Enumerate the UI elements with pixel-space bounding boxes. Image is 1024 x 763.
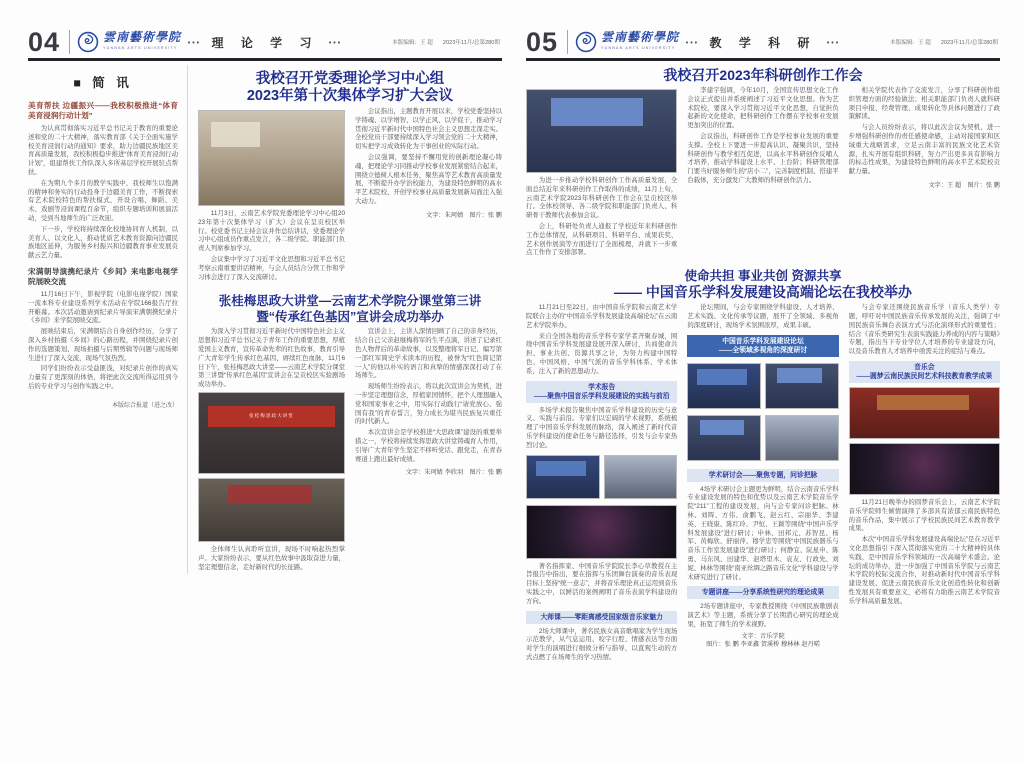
article1-col2-text: [355, 108, 502, 207]
banner-seminar: [687, 469, 838, 482]
banner-lecture: [687, 586, 838, 599]
box-line1: 中国音乐学科发展建设论坛: [722, 337, 804, 345]
page04-header: [28, 26, 502, 61]
banner-line1: 学术报告: [588, 383, 616, 391]
banner-master-class: [526, 611, 677, 624]
b-article1-byline: 文字：王 超 图片：张 鹏: [928, 181, 1000, 189]
issue-label: 2023年11月/总第280期: [940, 40, 998, 46]
b-article2-headline: [526, 269, 1000, 301]
paragraph: 论坛期间，与会专家围绕学科建设、人才培养、艺术实践、文化传承等议题，展开了全领域、多视角的深度研讨，现场学术氛围浓厚，成果丰硕。: [687, 304, 839, 329]
banner-line1: 学术研讨会——聚焦专题，问诊把脉: [708, 471, 818, 479]
page-04: [28, 26, 502, 741]
paragraph: 本次“中国音乐学科发展建设高端论坛”是在习近平文化思想指引下深入贯彻落实党的二十大精神的具体实践，是中国音乐学科领域的一次高端学术盛会。论坛的成功举办，进一步加强了中国音乐学院与云南艺术学院的校际交流合作，对推动新时代中国音乐学科建设发展、促进云南民族音乐文化创造性转化和创新性发展具有重要意义，必将有力助推云南艺术学院音乐学科高质量发展。: [848, 536, 1000, 605]
photo-stage-dark: [526, 505, 677, 559]
paragraph: 会议集中学习了习近平文化思想和习近平总书记考察云南重要讲话精神，与会人员结合分管工作和学习体会进行了深入交流研讨。: [198, 255, 345, 281]
photo-forum-1: [687, 363, 761, 409]
paragraph: 多场学术报告聚焦中国音乐学科建设的历史与意义、实践与前沿。专家们以宏阔的学术视野，系统梳理了中国音乐学科发展的脉络，深入阐述了新时代音乐学科建设的使命任务与路径选择，引发与会专家热烈讨论。: [526, 406, 678, 449]
forum-col2-text-c: [687, 603, 838, 629]
photo-meeting-room: [198, 110, 345, 206]
paragraph: 11月16日下午，影视学院（电影电视学院）国家一流本科专业建设系列学术活动在学院166报告厅拉开帷幕。本次活动邀请到纪录片导演宋满朝携纪录片《乡间》来学院展映交流。: [28, 290, 178, 325]
forum-col3-text-b: [849, 499, 1000, 607]
dots-left: •••: [187, 40, 202, 47]
b-article1-col2-text: [687, 87, 838, 186]
university-name-en: YUNNAN ARTS UNIVERSITY: [601, 45, 676, 50]
paragraph: 11月21日晚举办的圆梦音乐会上，云南艺术学院音乐学院师生倾情演绎了多部具有浓郁云南民族特色的音乐作品，集中展示了学校民族民间艺术教育教学成果。: [848, 498, 1000, 533]
paragraph: 11月3日，云南艺术学院党委理论学习中心组2023年第十次集体学习（扩大）会议在呈贡校区举行。校党委书记主持会议并作总结讲话，党委理论学习中心组成员作重点发言，各二级学院、职能部门负责人列席参加学习。: [198, 210, 345, 253]
byline-text-credit: 文字：音乐学院: [741, 632, 785, 640]
paragraph: 会议指出，科研创作工作是学校事业发展的重要支撑。全校上下要进一步提高认识、凝聚共识，坚持科研创作与教学相互促进，以高水平科研创作反哺人才培养，推动学科建设上水平、上台阶；科研管理部门要当好服务师生的“店小二”，完善制度机制、搭建平台载体，充分激发广大教师的科研创作活力。: [687, 132, 839, 184]
box-concert-title: [849, 361, 1000, 383]
headline-line1: 我校召开党委理论学习中心组: [255, 71, 445, 87]
banner-line1: 大师课——零距离感受国家级音乐家魅力: [540, 613, 663, 621]
editor-label: 本版编辑：王 超: [890, 40, 931, 46]
article-research-conference: [526, 67, 1000, 260]
dots-right: •••: [826, 40, 841, 47]
page-number: 05: [526, 27, 559, 57]
paragraph: 与会专家还围绕民族音乐学（音乐人类学）专题，呼吁对中国民族音乐传承发展的关注，强调了中国民族音乐舞台表演方式与活化演绎形式的重要性；结合《音乐类研究生表演实践能力养成的内容与策略》专题，指出当下专业学位人才培养的专业建设方向，以及音乐教育人才培养中亟需关注的症结与难点。: [848, 304, 1000, 356]
byline-photo-credit: 图片：张 鹏 李亚鑫 贺溪桥 穆林林 赵丹喏: [706, 641, 820, 649]
university-name-cn: 雲南藝術學院: [601, 29, 680, 44]
university-name-en: YUNNAN ARTS UNIVERSITY: [103, 45, 178, 50]
university-name-cn: 雲南藝術學院: [103, 29, 182, 44]
box-line2: ——圆梦云南民族民间艺术科技教育教学成果: [856, 372, 993, 380]
paragraph: 会议强调，要坚持不懈用党的创新理论凝心铸魂，把理论学习同推动学校事业发展紧密结合起来，围绕立德树人根本任务，聚焦高等艺术教育高质量发展，不断提升办学治校能力，为建设特色鲜明的高水平艺术院校、开创学校事业高质量发展新局面注入强大动力。: [355, 153, 502, 205]
paragraph: 全体师生认真聆听宣讲，现场不时响起热烈掌声。大家纷纷表示，要从红色故事中汲取奋进力量，坚定理想信念，走好新时代的长征路。: [198, 545, 345, 571]
photo-lecture-stage: [198, 392, 345, 474]
paragraph: 著名指挥家、中国音乐学院院长李心草教授在主旨报告中指出，要在指挥与乐团舞台演奏的音乐表现目标上坚持“统一意志”，并将音乐理论真正运用到音乐实践之中，以鲜活的案例阐明了音乐表演学科建设的方向。: [526, 562, 678, 605]
editor-label: 本版编辑：王 超: [392, 40, 433, 46]
article1-headline: [526, 67, 1000, 84]
forum-col2-text-b: [687, 486, 838, 583]
photo-concert-2: [849, 443, 1000, 495]
box-forum-title: [687, 335, 838, 357]
article1-col1-text: [198, 210, 345, 282]
paragraph: 来自全国各地的音乐学科专家学者齐聚春城，围绕中国音乐学科发展建设展开深入研讨，共商使命共担、事业共创、资源共享之计，为努力构建中国特色、中国风格、中国气派的音乐学科体系、学术体系，注入了新的思想动力。: [526, 332, 678, 375]
paragraph: 为深入学习贯彻习近平新时代中国特色社会主义思想和习近平总书记关于青年工作的重要思想，厚植爱国主义教育，宣传革命先辈的红色故事，教育引导广大青年学生传承红色基因、赓续红色血脉，11月6日下午，张桂梅思政大讲堂——云南艺术学院分课堂第三讲暨“传承红色基因”宣讲会在呈贡校区实验剧场成功举办。: [198, 328, 345, 389]
article-theory-meeting: [198, 71, 502, 284]
paragraph: 现场师生纷纷表示，将以此次宣讲会为契机，进一步坚定理想信念，厚植家国情怀，把个人理想融入党和国家事业之中，用实际行动践行“请党放心、强国有我”的青春誓言，努力成长为堪当民族复兴重任的时代新人。: [355, 383, 502, 426]
paragraph: 李建宇强调，今年10月，全国宣传思想文化工作会议正式提出并系统阐述了习近平文化思想。作为艺术院校，要深入学习贯彻习近平文化思想，自觉担负起新的文化使命，把科研创作工作摆在学校事业发展更加突出的位置。: [687, 87, 839, 130]
forum-byline: [687, 633, 838, 650]
section-title-text: 理 论 学 习: [211, 36, 319, 50]
photo-forum-3: [687, 415, 761, 461]
dots-left: •••: [685, 40, 700, 47]
banner-academic-report: [526, 381, 677, 403]
paragraph: 11月21日至22日，由中国音乐学院和云南艺术学院联合主办的“中国音乐学科发展建设高端论坛”在云南艺术学院举办。: [526, 304, 678, 329]
forum-col3-text-a: [849, 304, 1000, 357]
paragraph: 本次宣讲会是学校推进“大思政课”建设的重要举措之一，学校将持续发挥思政大讲堂铸魂育人作用，引导广大青年学生坚定不移听党话、跟党走，在青春赛道上跑出最好成绩。: [355, 429, 502, 463]
briefs-footer: 本版综合报道（进之改）: [111, 402, 178, 409]
paragraph: 2场专题讲座中，专家教授围绕《中国民族歌剧表演艺术》等主题，系统分享了长期潜心研究的理论成果，拓宽了师生的学术视野。: [687, 603, 839, 628]
banner-line1: 专题讲座——分享系统性研究的理论成果: [701, 589, 825, 597]
forum-col1-text-d: [526, 628, 677, 663]
article2-col1-text-a: [198, 328, 345, 390]
paragraph: 4场学术研讨会主题更为鲜明，结合云南音乐学科专业建设发展的特色和优势以及云南艺术学院音乐学院“211”工程的建设发展，向与会专家问诊把脉。林林、刘晖、方伟、俞鹏飞、赵云红、宗丽华、李建英、王晓康、陈红玲、尹恒、王颖等围绕“中国声乐学科发展建设”进行研讨；申林、田邦元、苏智昆、杨军、黄梅欣、舒丽萍、穆学忠等围绕“中国民族器乐与音乐工作室发展建设”进行研讨；何静宜、阮星申、陈勇、马东风、田建华、赵塔里木、袁友、行政先、刘妮、林林等围绕“南亚丝绸之路音乐文化”学科建设与学术研究进行了研讨。: [687, 485, 839, 581]
paragraph: 下一步，学校将持续深化校地协同育人机制，以美育人、以文化人，推动优质艺术教育资源向边疆民族地区延伸，为服务乡村振兴和边疆教育事业发展贡献云艺力量。: [28, 225, 178, 260]
forum-col2-text-a: [687, 304, 838, 330]
brief1-title: 美育帮扶 边疆振兴——我校积极推进“体育美育浸润行动计划”: [28, 101, 178, 120]
edition-info: [392, 38, 500, 46]
paragraph: 会议指出，主题教育开展以来，学校党委坚持以学铸魂、以学增智、以学正风、以学促干，推动学习贯彻习近平新时代中国特色社会主义思想走深走实。全校党员干部要持续深入学习领会党的二十大精神，切实把学习成效转化为干事创业的实际行动。: [355, 108, 502, 151]
paragraph: 相关学院代表作了交流发言，分享了科研创作组织管理方面的经验做法；相关职能部门负责人就科研项目申报、经费管理、成果转化等具体问题进行了政策解读。: [848, 87, 1000, 121]
forum-col1-text-a: [526, 304, 677, 376]
page05-header: [526, 26, 1000, 61]
brief2-body: [28, 291, 178, 392]
photo-report-1: [526, 455, 600, 499]
article2-headline: [198, 294, 502, 325]
photo-conference: [526, 89, 677, 173]
paragraph: 2场大师课中，著名民族女高音歌唱家为学生现场示范教学，从气息运用、咬字行腔、情感表达等方面对学生的演唱进行细致分析与指导，以直观生动的方式点燃了在场师生的学习热情。: [526, 627, 678, 661]
paragraph: 为进一步推动学校科研创作工作高质量发展，全面总结近年来科研创作工作取得的成绩，11月上旬，云南艺术学院2023年科研创作工作会在呈贡校区举行。全体校领导、各二级学院和职能部门负责人、科研骨干教师代表参加会议。: [526, 177, 678, 220]
headline-line1: 我校召开2023年科研创作工作会: [663, 67, 863, 83]
b-article1-col1-text: [526, 177, 677, 258]
box-line1: 音乐会: [914, 363, 935, 371]
briefs-header: ■ 简 讯: [73, 76, 133, 90]
page-number: 04: [28, 27, 61, 57]
briefs-column: [28, 65, 188, 574]
paragraph: 为认真贯彻落实习近平总书记关于教育的重要论述和党的二十大精神，落实教育部《关于全面实施学校美育浸润行动的通知》要求，助力边疆民族地区美育高质量发展，我校积极稳步推进“体育美育浸润行动计划”，组建帮扶工作队深入多所基层学校开展驻点帮扶。: [28, 125, 178, 176]
headline-line1: 张桂梅思政大讲堂—云南艺术学院分课堂第三讲: [218, 294, 482, 309]
edition-info: [890, 38, 998, 46]
paragraph: 宣讲会上，主讲人深情回顾了自己的亲身经历，结合自己父亲赵继梅将军的生平点滴，讲述了记录红色人物背后的革命故事，以及整理将军日记、编写第一部红军简史学术读本的历程，被誉为“红色简记第一人”的他以朴实的语言和真挚的情感深深打动了在场师生。: [355, 328, 502, 380]
dots-right: •••: [328, 40, 343, 47]
photo-lecture-audience: [198, 478, 345, 542]
b-article1-col3-text: [849, 87, 1000, 177]
forum-col1-text-c: [526, 563, 677, 607]
brief1-body: [28, 125, 178, 261]
issue-label: 2023年11月/总第280期: [442, 40, 500, 46]
box-line2: ——全领域多视角的深度研讨: [718, 346, 808, 354]
article-zhang-guimei-lecture: [198, 294, 502, 574]
forum-col1-text-b: [526, 407, 677, 451]
photo-forum-4: [765, 415, 839, 461]
article2-col2-text: [355, 328, 502, 464]
article1-headline: [198, 71, 502, 105]
brief2-title: 宋满朝导演携纪录片《乡间》来电影电视学院展映交流: [28, 266, 178, 286]
paragraph: 展映结束后，宋满朝结合自身创作经历，分享了深入乡村拍摄《乡间》的心路历程，并围绕纪录片创作的选题策划、现场拍摄与后期剪辑等问题与现场师生进行了深入交流，现场气氛热烈。: [28, 328, 178, 362]
headline-line1: 使命共担 事业共创 资源共享: [684, 269, 842, 284]
article2-col1-text-b: [198, 546, 345, 572]
photo-forum-2: [765, 363, 839, 409]
paragraph: 同学们纷纷表示受益匪浅，对纪录片创作的真实力量有了更深刻的体悟，将把此次交流所得运用到今后的专业学习与创作实践之中。: [28, 365, 178, 390]
headline-line2: 2023年第十次集体学习扩大会议: [246, 88, 454, 104]
photo-concert-1: [849, 387, 1000, 439]
headline-line2: —— 中国音乐学科发展建设高端论坛在我校举办: [614, 284, 912, 301]
section-title-text: 教 学 科 研: [709, 36, 817, 50]
article2-byline: 文字：朱珂婧 李欣羽 图片：张 鹏: [405, 469, 502, 477]
paragraph: 会上，科研处负责人通报了学校近年来科研创作工作总体情况，从科研项目、科研平台、成果获奖、艺术创作展演等方面进行了全面梳理，并就下一步重点工作作了安排部署。: [526, 222, 678, 257]
page-05: [526, 26, 1000, 741]
paragraph: 在为期九个多月的教学实践中，我校师生以饱满的精神和务实的行动投身于边疆美育工作，不断探索有艺术院校特色的帮扶模式，开设合唱、舞蹈、美术、戏剧等浸润课程百余节，组织专题培训和展演活动，受到当地师生的广泛欢迎。: [28, 179, 178, 222]
photo-stage-banner-text: 张桂梅思政大讲堂: [208, 406, 336, 427]
article-music-forum: [526, 269, 1000, 665]
headline-line2: 暨“传承红色基因”宣讲会成功举办: [256, 309, 444, 324]
article1-byline: 文字：朱珂婧 图片：张 鹏: [426, 211, 502, 219]
paragraph: 与会人员纷纷表示，将以此次会议为契机，进一步增强科研创作的责任感使命感，主动对接国家和区域重大战略需求，立足云南丰富的民族文化艺术资源，扎实开展有组织科研，努力产出更多具有影响力的标志性成果，为建设特色鲜明的高水平艺术院校贡献力量。: [848, 124, 1000, 176]
banner-line2: ——聚焦中国音乐学科发展建设的实践与前沿: [533, 392, 670, 400]
photo-group: [604, 455, 678, 499]
